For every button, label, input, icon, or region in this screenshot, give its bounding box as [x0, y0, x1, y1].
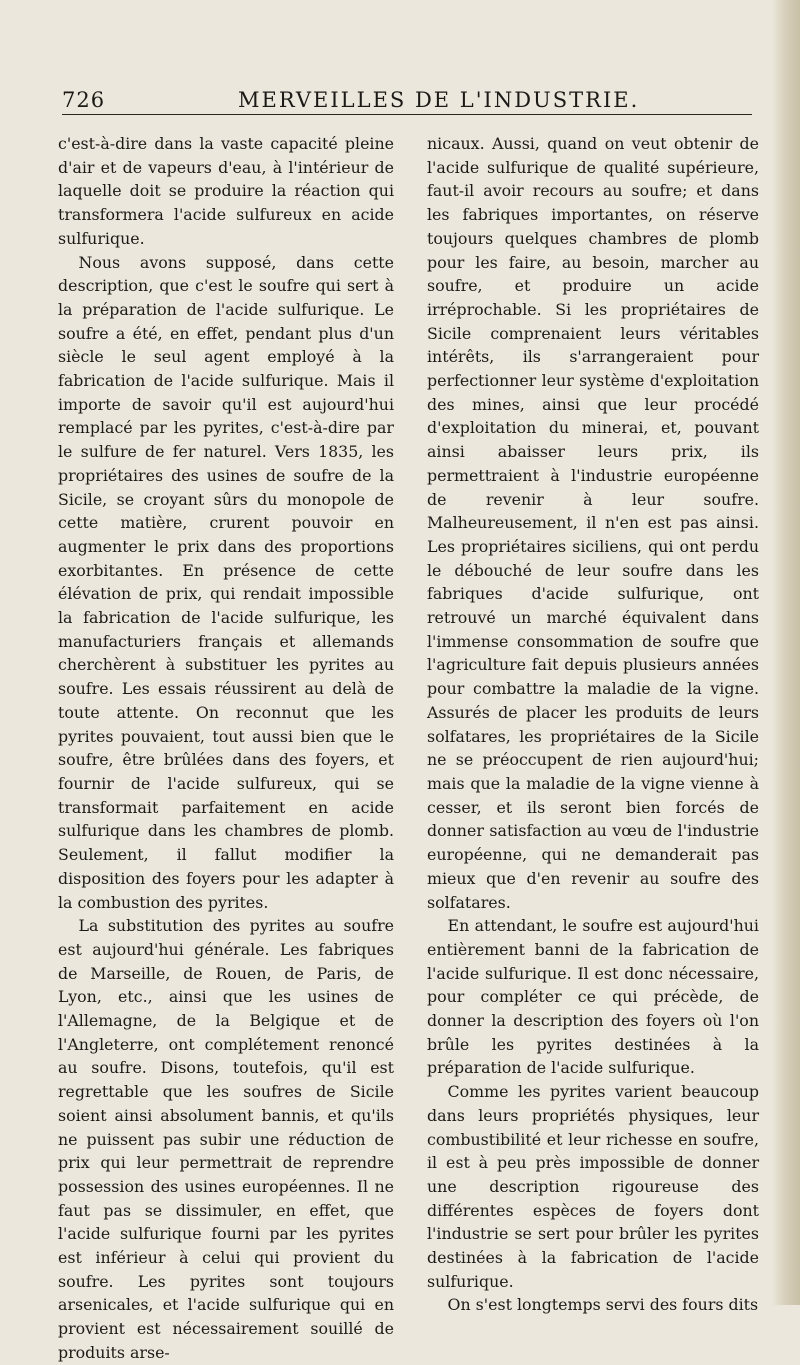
paragraph: c'est-à-dire dans la vaste capacité pleine d'air et de vapeurs d'eau, à l'intérieur de laquelle doit se produire la réaction qui transformera l'acide sulfureux en acide sulfurique.	[58, 134, 394, 248]
page-edge-shadow	[772, 0, 800, 1305]
right-column	[427, 132, 759, 1317]
page-header	[62, 76, 752, 116]
running-title: MERVEILLES DE L'INDUSTRIE.	[238, 88, 640, 112]
paragraph: La substitution des pyrites au soufre est aujourd'hui générale. Les fabriques de Marseille, de Rouen, de Paris, de Lyon, etc., ainsi que les usines de l'Allemagne, de la Belgique et de l'Angleterre, ont complétement renoncé au soufre. Disons, toutefois, qu'il est regrettable que les soufres de Sicile soient ainsi absolument bannis, et qu'ils ne puissent pas subir une réduction de prix qui leur permettrait de reprendre possession des usines européennes. Il ne faut pas se dissimuler, en effet, que l'acide sulfurique fourni par les pyrites est inférieur à celui qui provient du soufre. Les pyrites sont toujours arsenicales, et l'acide sulfurique qui en provient est nécessairement souillé de produits arse-	[58, 916, 394, 1362]
paragraph: nicaux. Aussi, quand on veut obtenir de l'acide sulfurique de qualité supérieure, faut-il avoir recours au soufre; et dans les fabriques importantes, on réserve toujours quelques chambres de plomb pour les faire, au besoin, marcher au soufre, et produire un acide irréprochable. Si les propriétaires de Sicile comprenaient leurs véritables intérêts, ils s'arrangeraient pour perfectionner leur système d'exploitation des mines, ainsi que leur procédé d'exploitation du minerai, et, pouvant ainsi abaisser leurs prix, ils permettraient à l'industrie européenne de revenir à leur soufre. Malheureusement, il n'en est pas ainsi. Les propriétaires siciliens, qui ont perdu le débouché de leur soufre dans les fabriques d'acide sulfurique, ont retrouvé un marché équivalent dans l'immense consommation de soufre que l'agriculture fait depuis plusieurs années pour combattre la maladie de la vigne. Assurés de placer les produits de leurs solfatares, les propriétaires de la Sicile ne se préoccupent de rien aujourd'hui; mais que la maladie de la vigne vienne à cesser, et ils seront bien forcés de donner satisfaction au vœu de l'industrie européenne, qui ne demanderait pas mieux que d'en revenir au soufre des solfatares.	[427, 134, 759, 912]
header-rule	[62, 114, 752, 115]
left-column	[58, 132, 394, 1365]
page-number: 726	[62, 88, 106, 112]
paragraph: Nous avons supposé, dans cette description, que c'est le soufre qui sert à la préparation de l'acide sulfurique. Le soufre a été, en effet, pendant plus d'un siècle le seul agent employé à la fabrication de l'acide sulfurique. Mais il importe de savoir qu'il est aujourd'hui remplacé par les pyrites, c'est-à-dire par le sulfure de fer naturel. Vers 1835, les propriétaires des usines de soufre de la Sicile, se croyant sûrs du monopole de cette matière, crurent pouvoir en augmenter le prix dans des proportions exorbitantes. En présence de cette élévation de prix, qui rendait impossible la fabrication de l'acide sulfurique, les manufacturiers français et allemands cherchèrent à substituer les pyrites au soufre. Les essais réussirent au delà de toute attente. On reconnut que les pyrites pouvaient, tout aussi bien que le soufre, être brûlées dans des foyers, et fournir de l'acide sulfureux, qui se transformait parfaitement en acide sulfurique dans les chambres de plomb. Seulement, il fallut modifier la disposition des foyers pour les adapter à la combustion des pyrites.	[58, 252, 394, 912]
paragraph: On s'est longtemps servi des fours dits	[447, 1295, 759, 1315]
paragraph: En attendant, le soufre est aujourd'hui entièrement banni de la fabrication de l'acide sulfurique. Il est donc nécessaire, pour compléter ce qui précède, de donner la description des foyers où l'on brûle les pyrites destinées à la préparation de l'acide sulfurique.	[427, 916, 759, 1078]
paragraph: Comme les pyrites varient beaucoup dans leurs propriétés physiques, leur combustibilité et leur richesse en soufre, il est à peu près impossible de donner une description rigoureuse des différentes espèces de foyers dont l'industrie se sert pour brûler les pyrites destinées à la fabrication de l'acide sulfurique.	[427, 1082, 759, 1291]
